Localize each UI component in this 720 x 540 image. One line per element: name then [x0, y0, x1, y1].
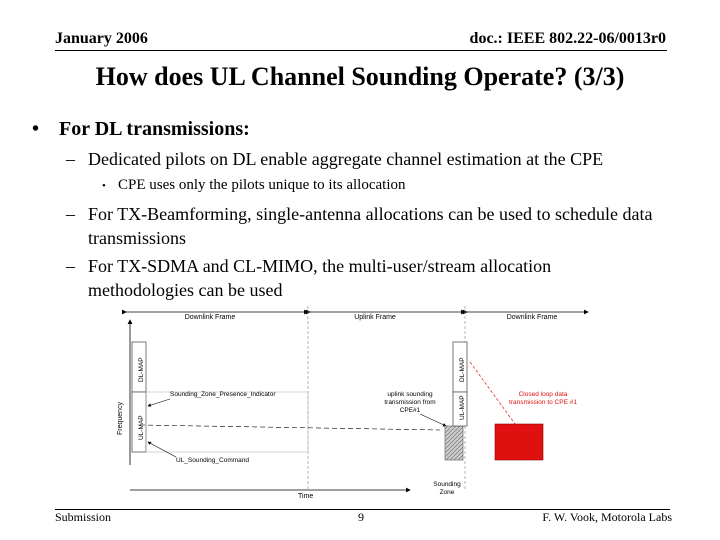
dl-map-label: DL-MAP	[459, 357, 466, 382]
slide-title: How does UL Channel Sounding Operate? (3/3)	[95, 62, 625, 91]
sounding-zone-hatch	[445, 426, 463, 460]
uplink-sounding-arrow	[420, 414, 446, 426]
frequency-axis-label: Frequency	[117, 401, 124, 435]
bullet-sub1-detail-text: CPE uses only the pilots unique to its allocation	[118, 177, 406, 193]
bullet-dot: •	[102, 180, 106, 192]
sounding-frame-diagram	[110, 300, 590, 505]
footer-submission: Submission	[55, 510, 112, 524]
dl-map-label: DL-MAP	[138, 357, 145, 382]
uplink-sounding-label: CPE#1	[399, 407, 421, 414]
footer-author: F. W. Vook, Motorola Labs	[542, 510, 672, 524]
footer-page-number: 9	[358, 510, 364, 524]
bullet-main-text: For DL transmissions:	[59, 118, 250, 140]
uplink-sounding-label: uplink sounding	[387, 391, 433, 398]
ul-sounding-command-label: UL_Sounding_Command	[176, 457, 249, 464]
frame-label-downlink: Downlink Frame	[506, 314, 558, 321]
bullet-dash: –	[66, 149, 75, 169]
presence-indicator-arrow	[148, 399, 170, 406]
frame-label-uplink: Uplink Frame	[354, 314, 396, 321]
sounding-zone-label: Zone	[439, 489, 455, 496]
ul-map-label: UL-MAP	[138, 415, 145, 440]
bullet-sub2-text: For TX-Beamforming, single-antenna allocations can be used to schedule data transmissions	[88, 204, 653, 248]
ul-map-label: UL-MAP	[459, 395, 466, 420]
bullet-dash: –	[66, 204, 75, 224]
sounding-zone-label: Sounding	[433, 481, 461, 488]
closed-loop-label: transmission to CPE #1	[509, 399, 577, 406]
time-axis-label: Time	[298, 493, 314, 500]
sounding-zone-presence-label: Sounding_Zone_Presence_Indicator	[170, 391, 276, 398]
header-rule	[55, 50, 667, 51]
bullet-dot: •	[32, 118, 40, 140]
uplink-sounding-label: transmission from	[384, 399, 436, 406]
frame-label-downlink: Downlink Frame	[184, 314, 236, 321]
bullet-sub1-text: Dedicated pilots on DL enable aggregate channel estimation at the CPE	[88, 149, 604, 169]
closed-loop-label: Closed loop data	[518, 391, 568, 398]
dl-map-to-data-arrow	[470, 362, 518, 428]
bullet-sub3-text: For TX-SDMA and CL-MIMO, the multi-user/stream allocation methodologies can be used	[88, 256, 552, 300]
command-to-zone-link	[140, 425, 440, 430]
header-doc-id: doc.: IEEE 802.22-06/0013r0	[469, 30, 666, 47]
closed-loop-data-block	[495, 424, 543, 460]
bullet-dash: –	[66, 256, 75, 276]
sounding-command-arrow	[148, 442, 176, 457]
dl-subframe-outline	[146, 392, 308, 452]
header-date: January 2006	[55, 30, 148, 47]
